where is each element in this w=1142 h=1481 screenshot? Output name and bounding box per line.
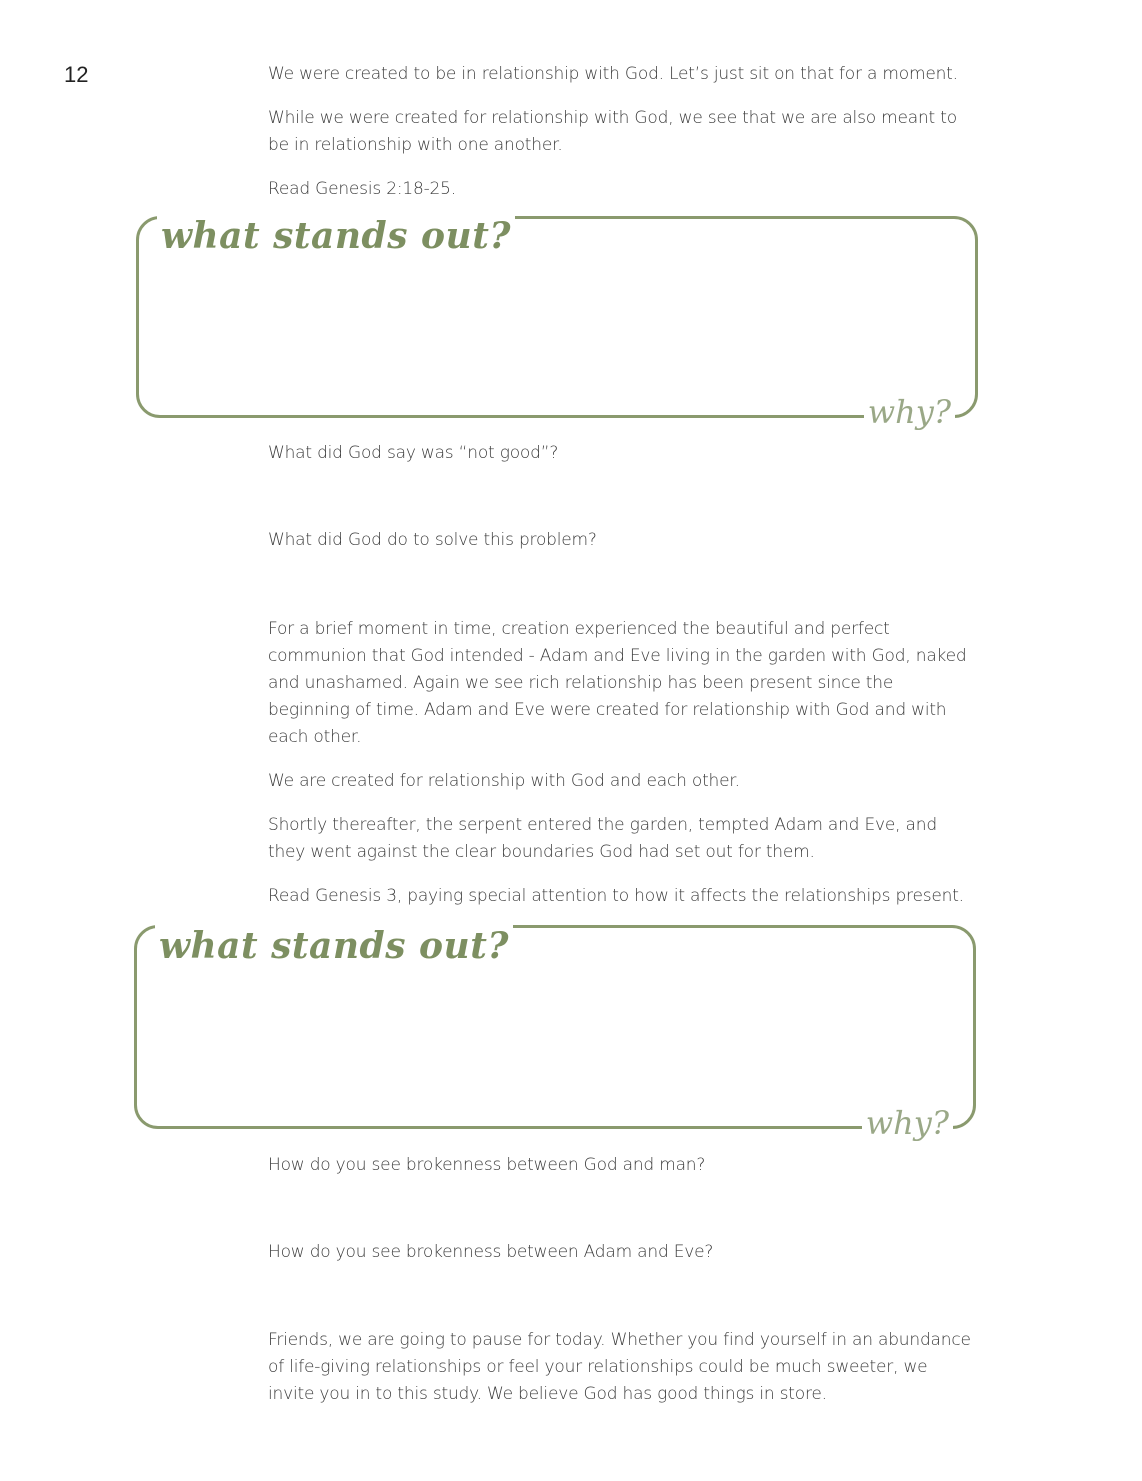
reflection-box-1[interactable] [136,215,978,431]
created-for-relationship: We are created for relationship with God and each other. [268,771,740,791]
question-god-and-man: How do you see brokenness between God and man? [268,1155,706,1175]
page-number: 12 [64,62,89,87]
serpent-paragraph: Shortly thereafter, the serpent entered the garden, tempted Adam and Eve, and they went against the clear boundaries God had set out for them. [268,815,937,862]
closing-paragraph: Friends, we are going to pause for today. Whether you find yourself in an abundance of life-giving relationships or feel your relationships could be much sweeter, we invite you in to this study. We believe God has good things in store. [268,1330,971,1404]
question-adam-and-eve: How do you see brokenness between Adam and Eve? [268,1242,714,1262]
intro-paragraph-2: While we were created for relationship with God, we see that we are also meant to be in relationship with one another. [268,108,957,155]
reading-instruction-2: Read Genesis 3, paying special attention to how it affects the relationships present. [268,886,964,906]
intro-paragraph-1: We were created to be in relationship with God. Let’s just sit on that for a moment. [268,64,958,84]
reflection-box-1-title: what stands out? [157,215,515,257]
reflection-box-2-why: why? [862,1104,953,1142]
question-solve-problem: What did God do to solve this problem? [268,530,597,550]
reflection-box-2[interactable] [134,925,976,1142]
reading-instruction-1: Read Genesis 2:18-25. [268,179,456,199]
reflection-box-1-why: why? [864,393,955,431]
question-not-good: What did God say was “not good”? [268,443,559,463]
reflection-box-2-title: what stands out? [155,925,513,967]
creation-paragraph: For a brief moment in time, creation experienced the beautiful and perfect communion that God intended - Adam and Eve living in the garden with God, naked and unashamed. Again we see rich relationship has been present since the beginning of time. Adam and Eve were created for relationship with God and with each other. [268,619,967,747]
